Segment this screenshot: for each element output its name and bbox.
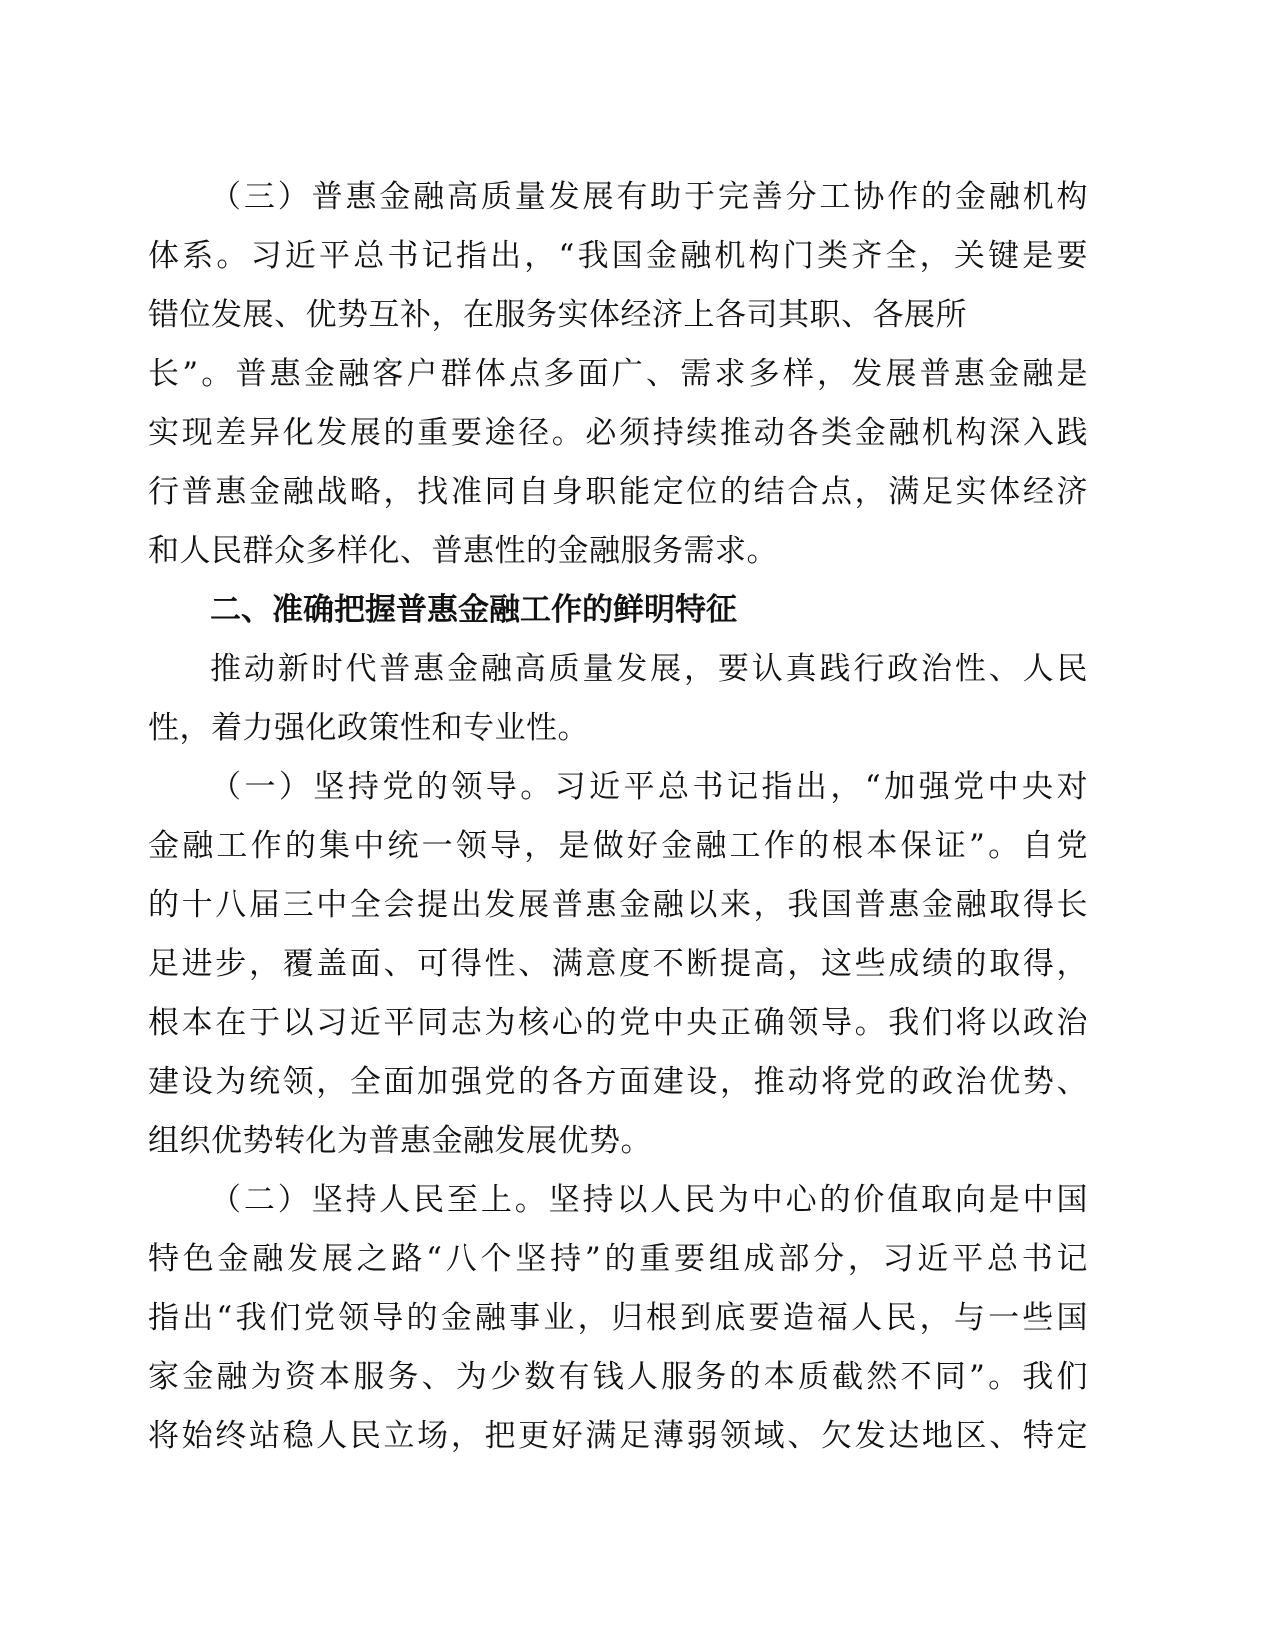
- text-line: 金融工作的集中统一领导，是做好金融工作的根本保证”。自党: [148, 828, 1088, 864]
- paragraph-1-party-leadership: [148, 758, 1088, 1171]
- document-page: [148, 168, 1088, 1466]
- text-line: （一）坚持党的领导。习近平总书记指出，“加强党中央对: [210, 769, 1088, 805]
- text-line: 和人民群众多样化、普惠性的金融服务需求。: [148, 533, 778, 569]
- paragraph-section-intro: [148, 640, 1088, 758]
- text-line: 实现差异化发展的重要途径。必须持续推动各类金融机构深入践: [148, 415, 1088, 451]
- text-line: 体系。习近平总书记指出，“我国金融机构门类齐全，关键是要: [148, 238, 1088, 274]
- text-line: 行普惠金融战略，找准同自身职能定位的结合点，满足实体经济: [148, 474, 1088, 510]
- text-line: 组织优势转化为普惠金融发展优势。: [148, 1123, 652, 1159]
- text-line: 指出“我们党领导的金融事业，归根到底要造福人民，与一些国: [148, 1300, 1088, 1336]
- text-line: 将始终站稳人民立场，把更好满足薄弱领域、欠发达地区、特定: [148, 1418, 1088, 1454]
- text-line: 建设为统领，全面加强党的各方面建设，推动将党的政治优势、: [148, 1064, 1088, 1100]
- paragraph-2-people-first: [148, 1171, 1088, 1466]
- text-line: 足进步，覆盖面、可得性、满意度不断提高，这些成绩的取得，: [148, 946, 1088, 982]
- text-line: 特色金融发展之路“八个坚持”的重要组成部分，习近平总书记: [148, 1241, 1088, 1277]
- text-line: 错位发展、优势互补，在服务实体经济上各司其职、各展所: [148, 297, 967, 333]
- text-line: 的十八届三中全会提出发展普惠金融以来，我国普惠金融取得长: [148, 887, 1088, 923]
- text-line: 根本在于以习近平同志为核心的党中央正确领导。我们将以政治: [148, 1005, 1088, 1041]
- text-line: （二）坚持人民至上。坚持以人民为中心的价值取向是中国: [210, 1182, 1088, 1218]
- section-heading: 二、准确把握普惠金融工作的鲜明特征: [210, 592, 737, 628]
- text-line: 家金融为资本服务、为少数有钱人服务的本质截然不同”。我们: [148, 1359, 1088, 1395]
- text-line: 推动新时代普惠金融高质量发展，要认真践行政治性、人民: [210, 651, 1088, 687]
- text-line: （三）普惠金融高质量发展有助于完善分工协作的金融机构: [210, 179, 1088, 215]
- text-line: 性，着力强化政策性和专业性。: [148, 710, 589, 746]
- text-line: 长”。普惠金融客户群体点多面广、需求多样，发展普惠金融是: [148, 356, 1088, 392]
- paragraph-3-financial-institution-system: [148, 168, 1088, 581]
